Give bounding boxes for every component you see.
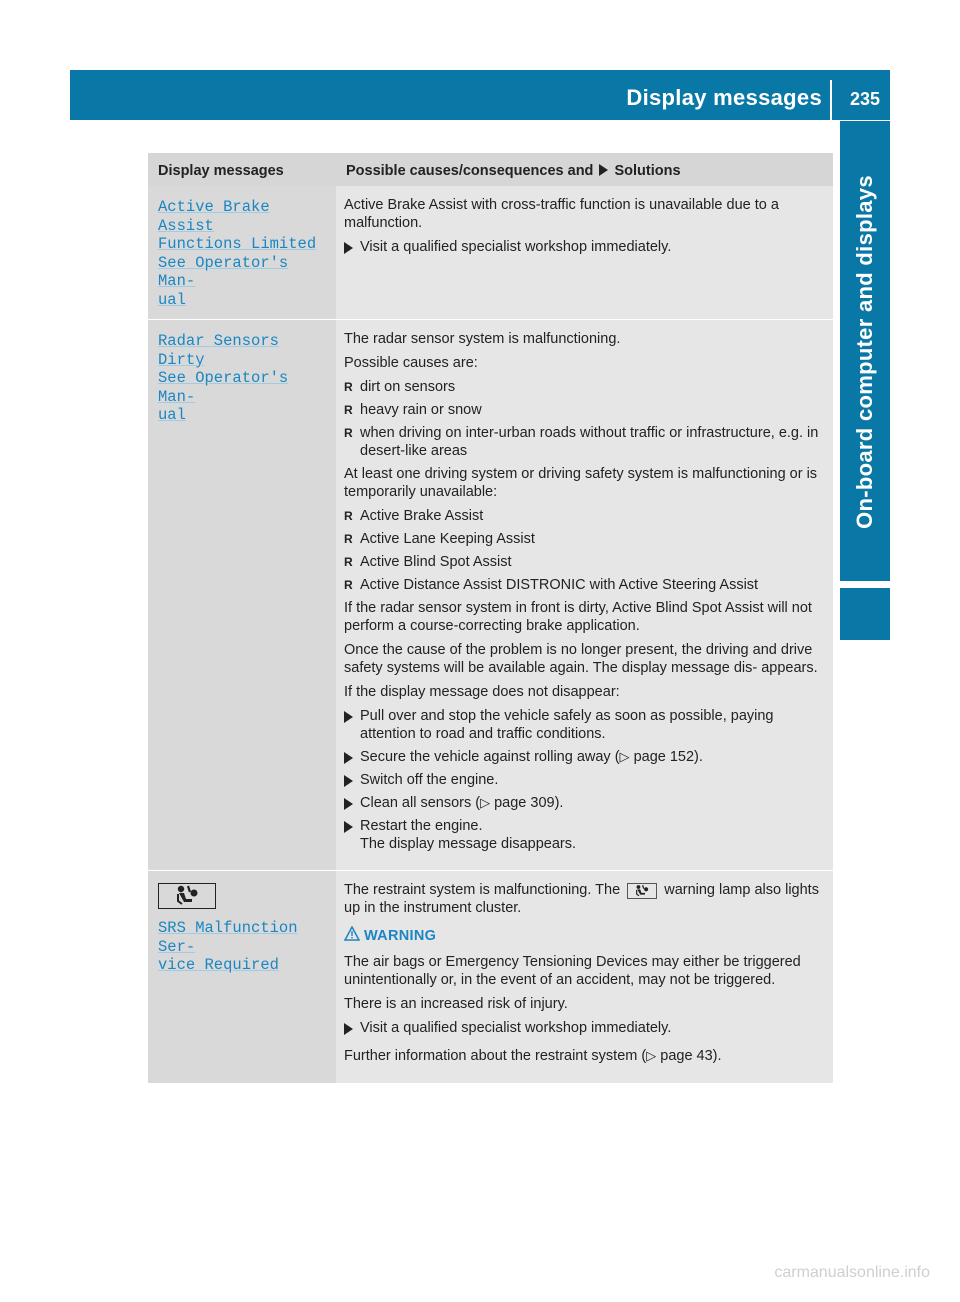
column-header-solutions — [336, 153, 833, 186]
table-row — [148, 320, 833, 871]
airbag-warning-icon — [627, 883, 657, 899]
page-ref-icon: ▷ — [619, 749, 630, 764]
table-row — [148, 871, 833, 1084]
step-text: Visit a qualified specialist workshop immediately. — [360, 239, 672, 255]
cause-text: The radar sensor system is malfunctioning. — [344, 331, 621, 347]
page-ref-icon: ▷ — [480, 795, 491, 810]
message-line: ual — [158, 406, 186, 424]
message-cell — [148, 320, 336, 871]
step-text: Restart the engine. — [360, 818, 483, 834]
list-item: R Active Distance Assist DISTRONIC with Active Steering Assist — [344, 576, 825, 594]
cause-text: Active Brake Assist with cross-traffic function is unavailable due to a malfunction. — [344, 197, 779, 231]
cause-text-suffix: warning lamp also lights up in the instrument cluster. — [344, 882, 819, 916]
page-reference-link[interactable]: page 152 — [633, 749, 695, 765]
arrow-icon — [344, 1023, 353, 1035]
list-item: R dirt on sensors — [344, 378, 825, 396]
instruction-step — [344, 771, 825, 789]
column-header-solutions-suffix: Solutions — [614, 163, 681, 179]
solution-cell — [336, 871, 833, 1084]
airbag-warning-icon — [158, 883, 216, 909]
message-line: Radar Sensors Dirty — [158, 332, 279, 369]
further-info-suffix: ). — [712, 1048, 722, 1064]
table-header-row — [148, 153, 833, 186]
further-info-prefix: Further information about the restraint system ( — [344, 1048, 647, 1064]
step-text: Visit a qualified specialist workshop immediately. — [360, 1020, 672, 1036]
page-number: 235 — [849, 89, 880, 109]
message-cell — [148, 186, 336, 320]
message-line: vice Required — [158, 956, 279, 974]
systems-label: At least one driving system or driving safety system is malfunctioning or is temporarily unavailable: — [344, 466, 818, 500]
message-line: ual — [158, 290, 186, 309]
instruction-step — [344, 817, 825, 853]
step-text: Switch off the engine. — [360, 772, 499, 788]
message-line: SRS Malfunction Ser‐ — [158, 919, 298, 956]
info-text: If the radar sensor system in front is dirty, Active Blind Spot Assist will not perform a course-correcting brake application. — [344, 600, 812, 634]
message-line: Active Brake Assist — [158, 198, 270, 235]
arrow-icon — [344, 821, 353, 833]
list-item: R when driving on inter-urban roads without traffic or infrastructure, e.g. in desert-like areas — [344, 424, 825, 460]
info-text: If the display message does not disappear: — [344, 684, 620, 700]
warning-text: The air bags or Emergency Tensioning Devices may either be triggered unintentionally or, in the event of an accident, may not be triggered. — [344, 954, 801, 988]
solution-cell — [336, 186, 833, 320]
message-line: See Operator's Man‐ — [158, 253, 289, 290]
instruction-step — [344, 748, 825, 766]
list-item: R heavy rain or snow — [344, 401, 825, 419]
instruction-step — [344, 238, 825, 256]
arrow-icon — [599, 164, 608, 176]
display-messages-table — [148, 153, 833, 1084]
message-cell — [148, 871, 336, 1084]
step-text: Pull over and stop the vehicle safely as soon as possible, paying attention to road and traffic conditions. — [360, 708, 774, 742]
list-item: R Active Blind Spot Assist — [344, 553, 825, 571]
instruction-step — [344, 707, 825, 743]
message-line: See Operator's Man‐ — [158, 369, 289, 406]
message-line: Functions Limited — [158, 235, 317, 253]
chapter-marker — [840, 588, 890, 640]
solution-cell — [336, 320, 833, 871]
step-text: Clean all sensors ( — [360, 795, 481, 811]
instruction-step — [344, 1019, 825, 1037]
header-divider — [830, 80, 832, 120]
arrow-icon — [344, 711, 353, 723]
table-row — [148, 186, 833, 320]
step-text-suffix: ). — [554, 795, 564, 811]
list-item: R Active Lane Keeping Assist — [344, 530, 825, 548]
page-ref-icon: ▷ — [646, 1048, 657, 1063]
column-header-solutions-prefix: Possible causes/consequences and — [346, 163, 594, 179]
list-item: R Active Brake Assist — [344, 507, 825, 525]
arrow-icon — [344, 752, 353, 764]
instruction-step — [344, 794, 825, 812]
warning-heading — [344, 927, 825, 945]
causes-label: Possible causes are: — [344, 355, 478, 371]
step-text-suffix: ). — [694, 749, 703, 765]
info-text: Once the cause of the problem is no longer present, the driving and drive safety systems will be available again. The display message dis‐ appears. — [344, 642, 818, 676]
page-reference-link[interactable]: page 309 — [494, 795, 555, 811]
arrow-icon — [344, 242, 353, 254]
arrow-icon — [344, 798, 353, 810]
watermark: carmanualsonline.info — [774, 1264, 930, 1281]
warning-triangle-icon — [344, 926, 360, 946]
arrow-icon — [344, 775, 353, 787]
cause-text — [344, 881, 825, 917]
warning-label: WARNING — [364, 928, 437, 944]
step-text: Secure the vehicle against rolling away ( — [360, 749, 620, 765]
step-result: The display message disappears. — [360, 836, 577, 852]
page-reference-link[interactable]: page 43 — [660, 1048, 713, 1064]
column-header-messages: Display messages — [148, 153, 336, 186]
page-header — [70, 70, 890, 120]
risk-text: There is an increased risk of injury. — [344, 996, 568, 1012]
chapter-tab-label: On-board computer and displays — [852, 175, 877, 529]
further-info — [344, 1047, 825, 1065]
cause-text-prefix: The restraint system is malfunctioning. The — [344, 882, 621, 898]
section-title: Display messages — [626, 85, 822, 110]
